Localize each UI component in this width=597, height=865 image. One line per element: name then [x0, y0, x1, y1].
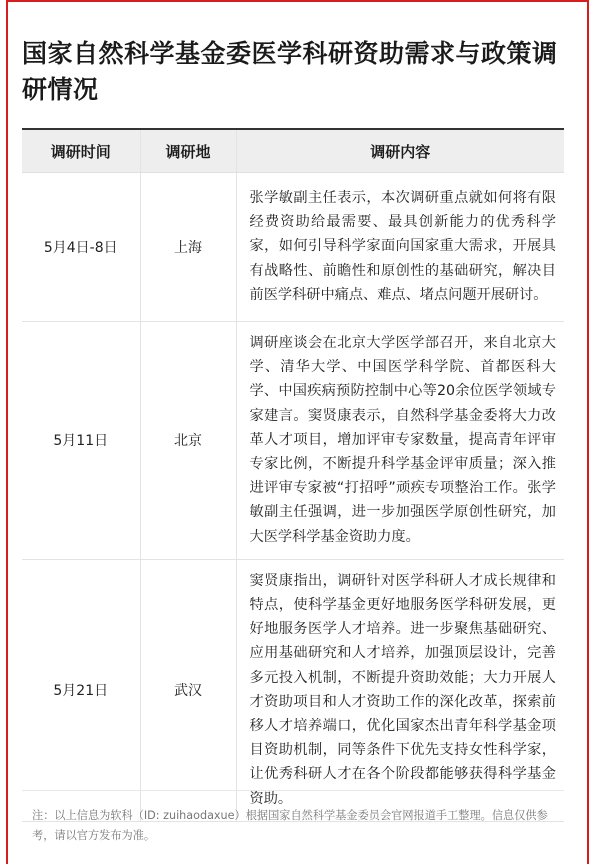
cell-content: 调研座谈会在北京大学医学部召开，来自北京大学、清华大学、中国医学科学院、首都医科大学、中国疾病预防控制中心等20余位医学领域专家建言。窦贤康表示，自然科学基金委将大力改革人才项目，增加评审专家数量，提高青年评审专家比例，不断提升科学基金评审质量；深入推进评审专家被“打招呼”顽疾专项整治工作。张学敏副主任强调，进一步加强医学原创性研究，加大医学科学基金资助力度。 — [236, 322, 564, 560]
cell-place: 上海 — [140, 173, 236, 322]
note-divider — [22, 790, 564, 791]
footnote: 注：以上信息为软科（ID: zuihaodaxue）根据国家自然科学基金委员会官网报道手工整理。信息仅供参考，请以官方发布为准。 — [32, 809, 548, 842]
cell-time: 5月4日-8日 — [22, 173, 140, 322]
research-table — [22, 128, 564, 822]
table-row — [22, 173, 564, 322]
page-title: 国家自然科学基金委医学科研资助需求与政策调研情况 — [22, 39, 558, 104]
cell-content: 张学敏副主任表示，本次调研重点就如何将有限经费资助给最需要、最具创新能力的优秀科学家，如何引导科学家面向国家重大需求，开展具有战略性、前瞻性和原创性的基础研究，解决目前医学科研中痛点、难点、堵点问题开展研讨。 — [236, 173, 564, 322]
cell-place: 武汉 — [140, 559, 236, 821]
table-row — [22, 559, 564, 821]
cell-place: 北京 — [140, 322, 236, 560]
table-row — [22, 322, 564, 560]
column-header-time: 调研时间 — [22, 129, 140, 173]
column-header-content: 调研内容 — [236, 129, 564, 173]
table-header-row — [22, 129, 564, 173]
column-header-place: 调研地 — [140, 129, 236, 173]
cell-time: 5月21日 — [22, 559, 140, 821]
cell-time: 5月11日 — [22, 322, 140, 560]
cell-content: 窦贤康指出，调研针对医学科研人才成长规律和特点，使科学基金更好地服务医学科研发展，更好地服务医学人才培养。进一步聚焦基础研究、应用基础研究和人才培养，加强顶层设计，完善多元投入机制，不断提升资助效能；大力开展人才资助项目和人才资助工作的深化改革，探索前移人才培养端口，优化国家杰出青年科学基金项目资助机制，同等条件下优先支持女性科学家，让优秀科研人才在各个阶段都能够获得科学基金资助。 — [236, 559, 564, 821]
